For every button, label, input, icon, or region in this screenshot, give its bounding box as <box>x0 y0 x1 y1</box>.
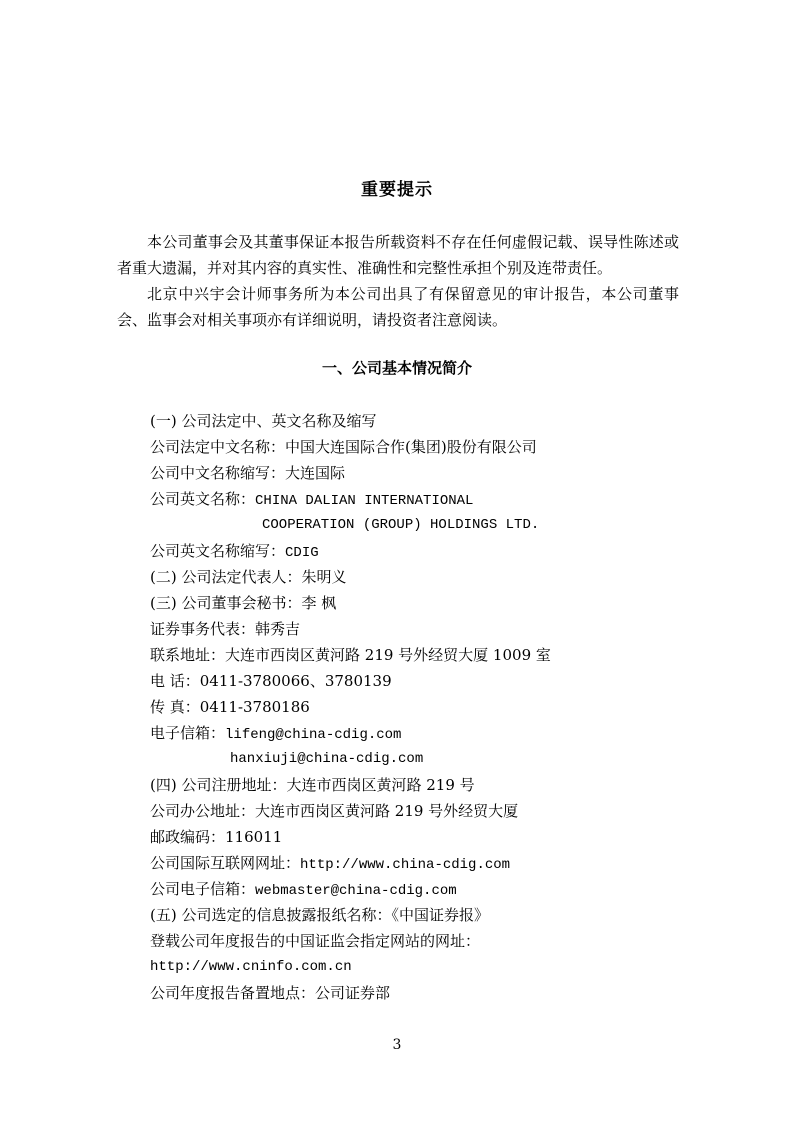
fax: 传 真：0411-3780186 <box>150 698 310 716</box>
email-value-1: lifeng@china-cdig.com <box>225 727 402 743</box>
contact-address: 联系地址：大连市西岗区黄河路 219 号外经贸大厦 1009 室 <box>150 646 551 664</box>
english-name-value: CHINA DALIAN INTERNATIONAL <box>255 493 474 509</box>
disclaimer-paragraph: 本公司董事会及其董事保证本报告所载资料不存在任何虚假记载、误导性陈述或者重大遗漏，并对其内容的真实性、准确性和完整性承担个别及连带责任。 <box>117 233 679 277</box>
english-name <box>150 486 551 512</box>
email-value-2: hanxiuji@china-cdig.com <box>230 751 424 767</box>
website-label: 公司国际互联网网址： <box>150 854 301 872</box>
report-location: 公司年度报告备置地点：公司证券部 <box>150 984 391 1002</box>
office-address: 公司办公地址：大连市西岗区黄河路 219 号外经贸大厦 <box>150 802 519 820</box>
postal-code: 邮政编码：116011 <box>150 828 283 846</box>
subsection-name-heading: (一) 公司法定中、英文名称及缩写 <box>150 412 377 430</box>
telephone: 电 话：0411-3780066、3780139 <box>150 672 392 690</box>
website <box>150 850 551 876</box>
english-abbr-label: 公司英文名称缩写： <box>150 542 286 560</box>
company-email-value: webmaster@china-cdig.com <box>255 883 457 899</box>
company-email-label: 公司电子信箱： <box>150 880 256 898</box>
company-email <box>150 876 551 902</box>
english-abbr-value: CDIG <box>285 545 319 561</box>
legal-representative: (二) 公司法定代表人：朱明义 <box>150 568 347 586</box>
website-value: http://www.china-cdig.com <box>300 857 511 873</box>
disclosure-newspaper: (五) 公司选定的信息披露报纸名称：《中国证券报》 <box>150 906 489 924</box>
section-title: 一、公司基本情况简介 <box>321 359 472 377</box>
english-name-label: 公司英文名称： <box>150 490 256 508</box>
chinese-name: 公司法定中文名称：中国大连国际合作(集团)股份有限公司 <box>150 438 537 456</box>
board-secretary: (三) 公司董事会秘书：李 枫 <box>150 594 337 612</box>
securities-representative: 证券事务代表：韩秀吉 <box>150 620 301 638</box>
email <box>150 720 551 746</box>
english-name-continued: COOPERATION (GROUP) HOLDINGS LTD. <box>262 517 540 533</box>
registered-address: (四) 公司注册地址：大连市西岗区黄河路 219 号 <box>150 776 475 794</box>
email-label: 电子信箱： <box>150 724 226 742</box>
page-number: 3 <box>392 1037 402 1053</box>
company-info-list <box>150 408 551 1006</box>
csrc-website-label: 登载公司年度报告的中国证监会指定网站的网址： <box>150 932 481 950</box>
page-title: 重要提示 <box>361 180 433 200</box>
audit-paragraph: 北京中兴宇会计师事务所为本公司出具了有保留意见的审计报告，本公司董事会、监事会对相关事项亦有详细说明，请投资者注意阅读。 <box>117 285 679 329</box>
csrc-website-url: http://www.cninfo.com.cn <box>150 959 352 975</box>
chinese-abbr: 公司中文名称缩写：大连国际 <box>150 464 346 482</box>
english-abbr <box>150 538 551 564</box>
